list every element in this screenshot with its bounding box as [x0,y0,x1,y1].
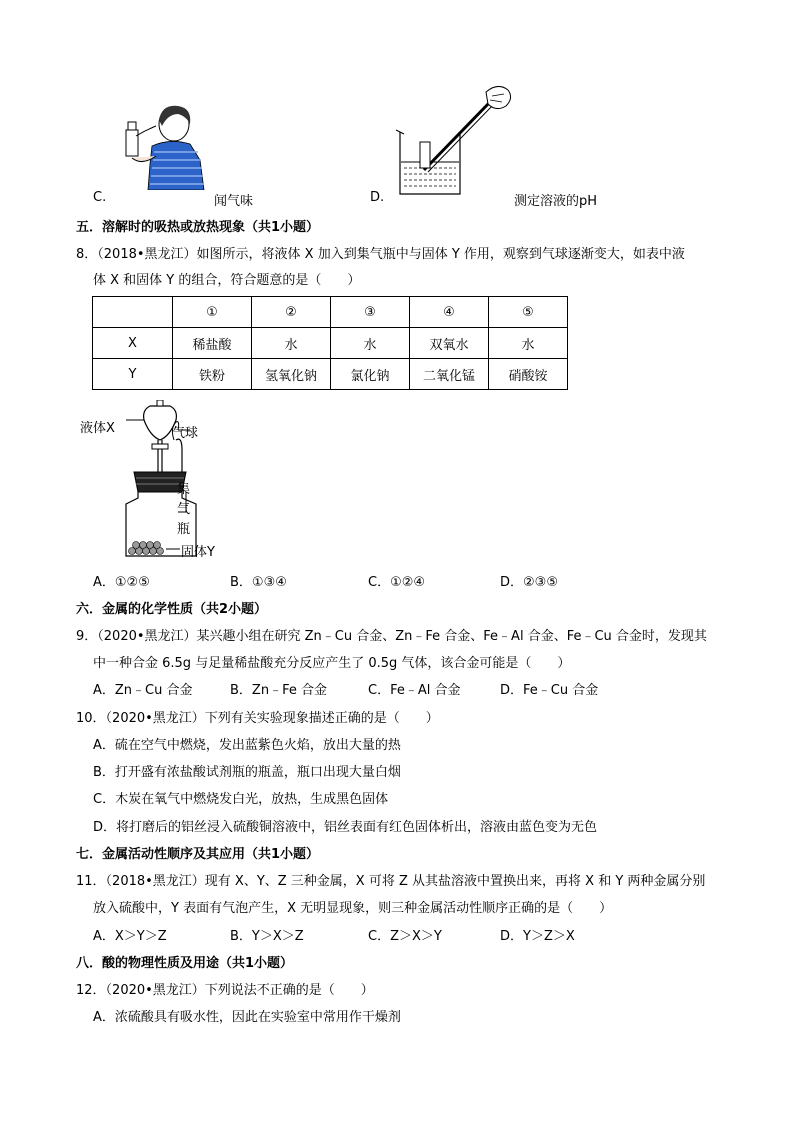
q9-stem-line-1: 9．（2020•黑龙江）某兴趣小组在研究 Zn﹣Cu 合金、Zn﹣Fe 合金、Fe﹣Al 合金、Fe﹣Cu 合金时，发现其 [76,629,707,644]
q8-option-d: D．②③⑤ [500,575,558,590]
label-solid-y: 固体Y [181,545,215,560]
q12-stem: 12．（2020•黑龙江）下列说法不正确的是（ ） [76,983,374,998]
table-row [93,359,568,390]
table-cell: 二氧化锰 [410,359,489,390]
table-cell: ① [173,297,252,328]
table-cell: ④ [410,297,489,328]
table-cell: 硝酸铵 [489,359,568,390]
table-cell: ③ [331,297,410,328]
ph-test-illustration [390,82,520,200]
q7-option-c-letter: C. [93,190,107,205]
q8-stem-line-1: 8．（2018•黑龙江）如图所示，将液体 X 加入到集气瓶中与固体 Y 作用，观察到气球逐渐变大，如表中液 [76,247,685,262]
table-header-row [93,297,568,328]
table-cell: 双氧水 [410,328,489,359]
table-cell: 氯化钠 [331,359,410,390]
table-row [93,328,568,359]
section-8-heading: 八．酸的物理性质及用途（共1小题） [76,956,294,971]
q9-option-a: A．Zn﹣Cu 合金 [93,683,193,698]
q10-option-a: A．硫在空气中燃烧，发出蓝紫色火焰，放出大量的热 [93,738,401,753]
q10-option-c: C．木炭在氧气中燃烧发白光，放热，生成黑色固体 [93,792,389,807]
q8-option-c: C．①②④ [368,575,426,590]
section-6-heading: 六．金属的化学性质（共2小题） [76,602,268,617]
q11-stem-line-2: 放入硫酸中，Y 表面有气泡产生，X 无明显现象，则三种金属活动性顺序正确的是（ ） [93,901,613,916]
table-cell [93,297,173,328]
q12-option-a: A．浓硫酸具有吸水性，因此在实验室中常用作干燥剂 [93,1010,401,1025]
label-liquid-x: 液体X [80,421,115,436]
table-cell: 水 [252,328,331,359]
q8-option-b: B．①③④ [230,575,287,590]
q9-option-d: D．Fe﹣Cu 合金 [500,683,599,698]
q11-option-d: D．Y＞Z＞X [500,929,575,944]
q11-option-c: C．Z＞X＞Y [368,929,442,944]
table-cell: 铁粉 [173,359,252,390]
section-5-heading: 五．溶解时的吸热或放热现象（共1小题） [76,220,320,235]
table-cell: 氢氧化钠 [252,359,331,390]
q10-stem: 10．（2020•黑龙江）下列有关实验现象描述正确的是（ ） [76,711,439,726]
label-bottle-char-3: 瓶 [177,522,191,537]
q11-option-a: A．X＞Y＞Z [93,929,167,944]
section-7-heading: 七．金属活动性顺序及其应用（共1小题） [76,847,320,862]
q7-option-c-text: 闻气味 [214,194,254,209]
table-cell: 水 [331,328,410,359]
q9-option-b: B．Zn﹣Fe 合金 [230,683,327,698]
table-cell: 稀盐酸 [173,328,252,359]
label-bottle-char-1: 集 [177,482,191,497]
q8-option-a: A．①②⑤ [93,575,150,590]
q10-option-b: B．打开盛有浓盐酸试剂瓶的瓶盖，瓶口出现大量白烟 [93,765,401,780]
table-cell: X [93,328,173,359]
q7-option-d-letter: D. [370,190,385,205]
q11-stem-line-1: 11．（2018•黑龙江）现有 X、Y、Z 三种金属，X 可将 Z 从其盐溶液中置换出来，再将 X 和 Y 两种金属分别 [76,874,706,889]
q8-stem-line-2: 体 X 和固体 Y 的组合，符合题意的是（ ） [93,273,361,288]
table-cell: ② [252,297,331,328]
q10-option-d: D．将打磨后的铝丝浸入硫酸铜溶液中，铝丝表面有红色固体析出，溶液由蓝色变为无色 [93,820,598,835]
table-cell: 水 [489,328,568,359]
gas-bottle-apparatus-diagram [120,400,220,560]
q11-option-b: B．Y＞X＞Z [230,929,304,944]
q9-option-c: C．Fe﹣Al 合金 [368,683,461,698]
label-bottle-char-2: 气 [177,502,191,517]
q7-option-d-text: 测定溶液的pH [514,194,598,209]
label-balloon: 气球 [172,426,199,441]
q9-stem-line-2: 中一种合金 6.5g 与足量稀盐酸充分反应产生了 0.5g 气体，该合金可能是（ ） [93,656,571,671]
smell-gas-illustration [112,100,212,190]
table-cell: Y [93,359,173,390]
q8-options-table [92,296,568,390]
table-cell: ⑤ [489,297,568,328]
